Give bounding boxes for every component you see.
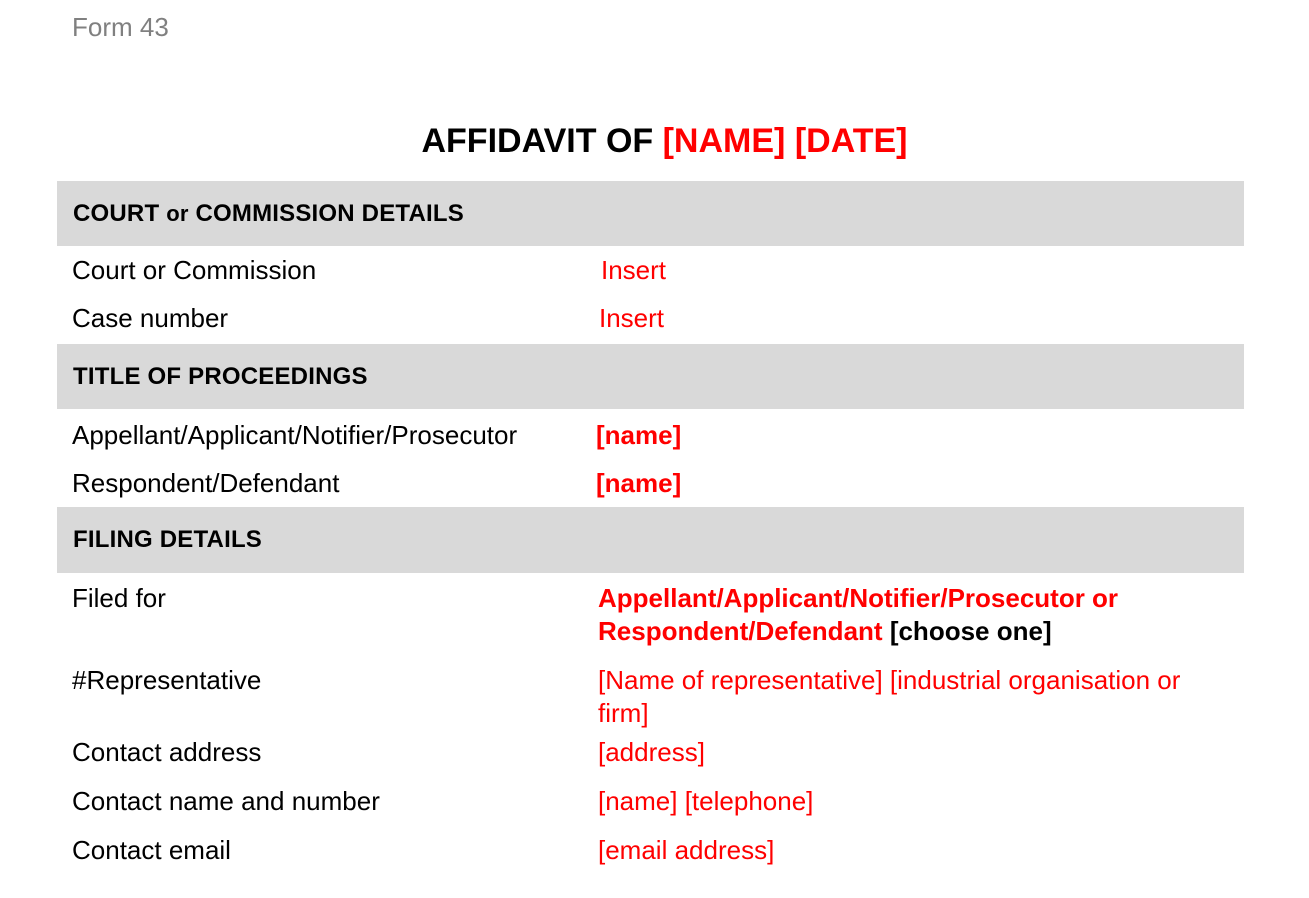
section-filing-details	[57, 507, 1244, 573]
title-prefix: AFFIDAVIT OF	[421, 122, 663, 160]
label-court-or-commission: Court or Commission	[72, 255, 317, 285]
value-contact-name-number[interactable]: [name] [telephone]	[598, 786, 814, 816]
row-appellant	[57, 409, 1244, 458]
label-contact-address: Contact address	[72, 737, 262, 767]
title-date-placeholder[interactable]: [DATE]	[794, 122, 908, 160]
row-case-number	[57, 295, 1244, 344]
document-title	[0, 122, 1309, 161]
title-name-placeholder[interactable]: [NAME]	[662, 122, 786, 160]
value-contact-address[interactable]: [address]	[598, 737, 705, 767]
details-table	[57, 181, 1244, 883]
value-representative[interactable]: [Name of representative] [industrial organisation or firm]	[598, 665, 1181, 728]
label-representative: #Representative	[72, 665, 262, 695]
label-filed-for: Filed for	[72, 583, 166, 613]
row-court-or-commission	[57, 246, 1244, 295]
value-respondent-name[interactable]: [name]	[596, 468, 682, 498]
row-respondent	[57, 458, 1244, 507]
row-contact-address	[57, 736, 1244, 785]
label-contact-email: Contact email	[72, 835, 231, 865]
row-representative	[57, 655, 1244, 736]
section-heading-title-of-proceedings: TITLE OF PROCEEDINGS	[73, 362, 368, 390]
value-appellant-name[interactable]: [name]	[596, 420, 682, 450]
label-appellant: Appellant/Applicant/Notifier/Prosecutor	[72, 420, 518, 450]
title-space	[785, 122, 794, 160]
value-contact-email[interactable]: [email address]	[598, 835, 775, 865]
section-heading-filing-details: FILING DETAILS	[73, 526, 263, 553]
row-filed-for	[57, 573, 1244, 655]
section-court-details	[57, 181, 1244, 246]
filed-for-options[interactable]: Appellant/Applicant/Notifier/Prosecutor or Respondent/Defendant	[598, 583, 1119, 646]
value-court-or-commission[interactable]: Insert	[601, 255, 667, 285]
value-case-number[interactable]: Insert	[599, 303, 665, 333]
label-case-number: Case number	[72, 303, 229, 333]
section-heading-court: COURT or COMMISSION DETAILS	[73, 199, 464, 227]
label-contact-name-number: Contact name and number	[72, 786, 380, 816]
form-number: Form 43	[72, 12, 169, 42]
row-contact-email	[57, 834, 1244, 883]
value-filed-for[interactable]	[598, 582, 1244, 648]
section-title-of-proceedings	[57, 344, 1244, 409]
label-respondent: Respondent/Defendant	[72, 468, 340, 498]
filed-for-instruction: [choose one]	[889, 616, 1052, 646]
row-contact-name-number	[57, 785, 1244, 834]
